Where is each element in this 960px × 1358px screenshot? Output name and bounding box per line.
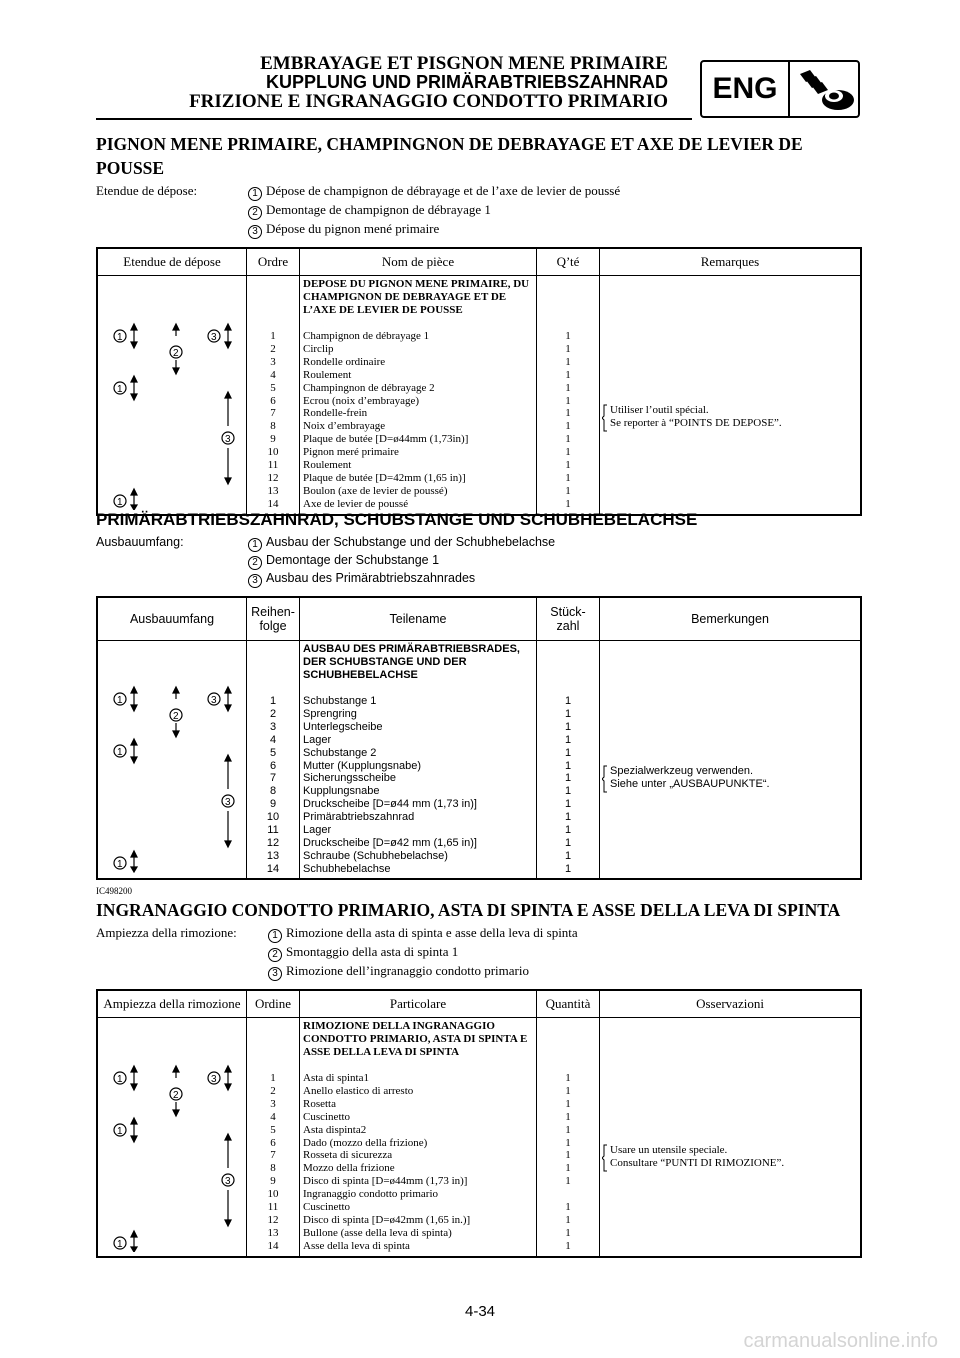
header-rule <box>96 118 692 120</box>
page-number: 4-34 <box>464 1303 496 1320</box>
parts-table-it <box>96 989 862 1258</box>
section-de <box>96 508 862 880</box>
col-header: Ordine <box>247 990 300 1018</box>
col-header: Remarques <box>600 248 862 276</box>
engine-icon <box>794 66 858 114</box>
scope-label-de: Ausbauumfang: <box>96 535 184 549</box>
scope-diagram <box>97 276 247 515</box>
col-header: Q’té <box>537 248 600 276</box>
diagram-mark: 3 <box>211 332 217 343</box>
header-title-it: FRIZIONE E INGRANAGGIO CONDOTTO PRIMARIO <box>189 91 668 112</box>
remark-it: Usare un utensile speciale. Consultare “PUNTI DI RIMOZIONE”. <box>610 1144 784 1170</box>
phase-heading-fr: DEPOSE DU PIGNON MENE PRIMAIRE, DU CHAMPIGNON DE DEBRAYAGE ET DE L’AXE DE LEVIER DE POUSSE <box>303 278 530 316</box>
scope-item-fr-1: 1 Dépose de champignon de débrayage et de l’axe de levier de poussé <box>248 182 862 201</box>
col-header: Particolare <box>300 990 537 1018</box>
header-title-de: KUPPLUNG UND PRIMÄRABTRIEBSZAHNRAD <box>266 72 668 92</box>
remark-fr: Utiliser l’outil spécial. Se reporter à “POINTS DE DEPOSE”. <box>610 404 782 430</box>
scope-mark: 2 <box>248 556 262 570</box>
diagram-mark: 1 <box>117 859 123 870</box>
diagram-mark: 2 <box>173 348 179 359</box>
header-title-fr: EMBRAYAGE ET PISGNON MENE PRIMAIRE <box>260 53 668 74</box>
remarks-column <box>600 1018 862 1257</box>
part-list-fr: Champignon de débrayage 1 Circlip Rondelle ordinaire Roulement Champingnon de débrayage 2 Ecrou (noix d’embrayage) Rondelle-frein Noix d’embrayage Plaque de butée [D=ø44mm (1,73in)] Pignon meré primaire Roulement Plaque de butée [D=42mm (1,65 in)] Boulon (axe de levier de poussé) Axe de levier de poussé <box>303 330 469 510</box>
order-column <box>247 276 300 515</box>
qty-list-fr: 1 1 1 1 1 1 1 1 1 1 1 1 1 1 <box>565 330 571 510</box>
col-header: Etendue de dépose <box>97 248 247 276</box>
diagram-mark: 1 <box>117 1126 123 1137</box>
eng-badge-label: ENG <box>712 72 778 105</box>
col-header: Bemerkungen <box>600 597 862 641</box>
diagram-mark: 1 <box>117 497 123 508</box>
diagram-mark: 2 <box>173 711 179 722</box>
brace-icon <box>602 404 608 432</box>
col-header: Stück-zahl <box>537 597 600 641</box>
order-column <box>247 1018 300 1257</box>
scope-item-fr-3: 3 Dépose du pignon mené primaire <box>248 220 862 239</box>
scope-item-it-3: 3 Rimozione dell’ingranaggio condotto primario <box>268 962 862 981</box>
section-it <box>96 898 862 1258</box>
diagram-mark: 3 <box>211 1074 217 1085</box>
part-name-column <box>300 276 537 515</box>
section-title-de: PRIMÄRABTRIEBSZAHNRAD, SCHUBSTANGE UND SCHUBHEBELACHSE <box>96 510 698 529</box>
scope-mark: 3 <box>248 574 262 588</box>
scope-mark: 2 <box>248 206 262 220</box>
col-header: Ausbauumfang <box>97 597 247 641</box>
qty-list-it: 1 1 1 1 1 1 1 1 1 1 1 1 1 <box>565 1072 571 1252</box>
section-title-it: INGRANAGGIO CONDOTTO PRIMARIO, ASTA DI SPINTA E ASSE DELLA LEVA DI SPINTA <box>96 900 841 920</box>
scope-diagram <box>97 1018 247 1257</box>
watermark: carmanualsonline.info <box>743 1330 938 1352</box>
scope-mark: 2 <box>268 948 282 962</box>
scope-de <box>96 534 862 588</box>
remarks-column <box>600 276 862 515</box>
scope-label-fr: Etendue de dépose: <box>96 183 198 198</box>
qty-column <box>537 276 600 515</box>
order-list-de: 1 2 3 4 5 6 7 8 9 10 11 12 13 14 <box>266 695 280 875</box>
parts-table-de <box>96 596 862 880</box>
brace-icon <box>602 765 608 793</box>
diagram-mark: 1 <box>117 747 123 758</box>
scope-fr <box>96 182 862 239</box>
scope-arrows-diagram <box>98 1018 246 1252</box>
scope-mark: 1 <box>268 929 282 943</box>
qty-column <box>537 1018 600 1257</box>
scope-mark: 3 <box>268 967 282 981</box>
scope-item-de-3: 3 Ausbau des Primärabtriebszahnrades <box>248 570 862 588</box>
col-header: Ampiezza della rimozione <box>97 990 247 1018</box>
diagram-mark: 3 <box>225 797 231 808</box>
diagram-mark: 3 <box>225 434 231 445</box>
phase-heading-it: RIMOZIONE DELLA INGRANAGGIO CONDOTTO PRIMARIO, ASTA DI SPINTA E ASSE DELLA LEVA DI SPINTA <box>303 1020 528 1058</box>
brace-icon <box>602 1144 608 1172</box>
part-name-column <box>300 641 537 879</box>
diagram-mark: 1 <box>117 384 123 395</box>
diagram-mark: 1 <box>117 695 123 706</box>
scope-item-it-1: 1 Rimozione della asta di spinta e asse della leva di spinta <box>268 924 862 943</box>
part-list-it: Asta di spinta1 Anello elastico di arresto Rosetta Cuscinetto Asta dispinta2 Dado (mozzo della frizione) Rosseta di sicurezza Mozzo della frizione Disco di spinta [D=ø44mm (1,73 in)] Ingranaggio condotto primario Cuscinetto Disco di spinta [D=ø42mm (1,65 in.)] Bullone (asse della leva di spinta) Asse della leva di spinta <box>303 1072 471 1252</box>
order-list-it: 1 2 3 4 5 6 7 8 9 10 11 12 13 14 <box>267 1072 279 1252</box>
eng-badge-divider <box>788 62 790 116</box>
part-list-de: Schubstange 1 Sprengring Unterlegscheibe Lager Schubstange 2 Mutter (Kupplungsnabe) Sicherungsscheibe Kupplungsnabe Druckscheibe [D=ø44 mm (1,73 in)] Primärabtriebszahnrad Lager Druckscheibe [D=ø42 mm (1,65 in)] Schraube (Schubhebelachse) Schubhebelachse <box>303 695 477 875</box>
remark-de: Spezialwerkzeug verwenden. Siehe unter „AUSBAUPUNKTE“. <box>610 765 770 791</box>
header-titles <box>189 54 668 111</box>
order-column <box>247 641 300 879</box>
scope-mark: 3 <box>248 225 262 239</box>
section-title-fr: PIGNON MENE PRIMAIRE, CHAMPINGNON DE DEBRAYAGE ET AXE DE LEVIER DE POUSSE <box>96 134 803 178</box>
scope-item-de-1: 1 Ausbau der Schubstange und der Schubhebelachse <box>248 534 862 552</box>
diagram-mark: 2 <box>173 1090 179 1101</box>
scope-item-de-2: 2 Demontage der Schubstange 1 <box>248 552 862 570</box>
scope-label-it: Ampiezza della rimozione: <box>96 925 237 940</box>
col-header: Quantità <box>537 990 600 1018</box>
diagram-mark: 1 <box>117 1239 123 1250</box>
col-header: Reihen-folge <box>247 597 300 641</box>
scope-arrows-diagram <box>98 641 246 873</box>
scope-mark: 1 <box>248 187 262 201</box>
phase-heading-de: AUSBAU DES PRIMÄRABTRIEBSRADES, DER SCHUBSTANGE UND DER SCHUBHEBELACHSE <box>303 643 520 681</box>
scope-it <box>96 924 862 981</box>
qty-column <box>537 641 600 879</box>
col-header: Nom de pièce <box>300 248 537 276</box>
section-code: IC498200 <box>96 886 132 896</box>
qty-list-de: 1 1 1 1 1 1 1 1 1 1 1 1 1 1 <box>564 695 572 875</box>
remarks-column <box>600 641 862 879</box>
section-fr <box>96 132 862 516</box>
eng-badge <box>700 60 860 118</box>
part-name-column <box>300 1018 537 1257</box>
order-list-fr: 1 2 3 4 5 6 7 8 9 10 11 12 13 14 <box>267 330 279 510</box>
diagram-mark: 1 <box>117 1074 123 1085</box>
col-header: Teilename <box>300 597 537 641</box>
col-header: Osservazioni <box>600 990 862 1018</box>
diagram-mark: 1 <box>117 332 123 343</box>
scope-item-fr-2: 2 Demontage de champignon de débrayage 1 <box>248 201 862 220</box>
diagram-mark: 3 <box>225 1176 231 1187</box>
scope-mark: 1 <box>248 538 262 552</box>
scope-arrows-diagram <box>98 276 246 510</box>
scope-item-it-2: 2 Smontaggio della asta di spinta 1 <box>268 943 862 962</box>
col-header: Ordre <box>247 248 300 276</box>
parts-table-fr <box>96 247 862 516</box>
scope-diagram <box>97 641 247 879</box>
diagram-mark: 3 <box>211 695 217 706</box>
